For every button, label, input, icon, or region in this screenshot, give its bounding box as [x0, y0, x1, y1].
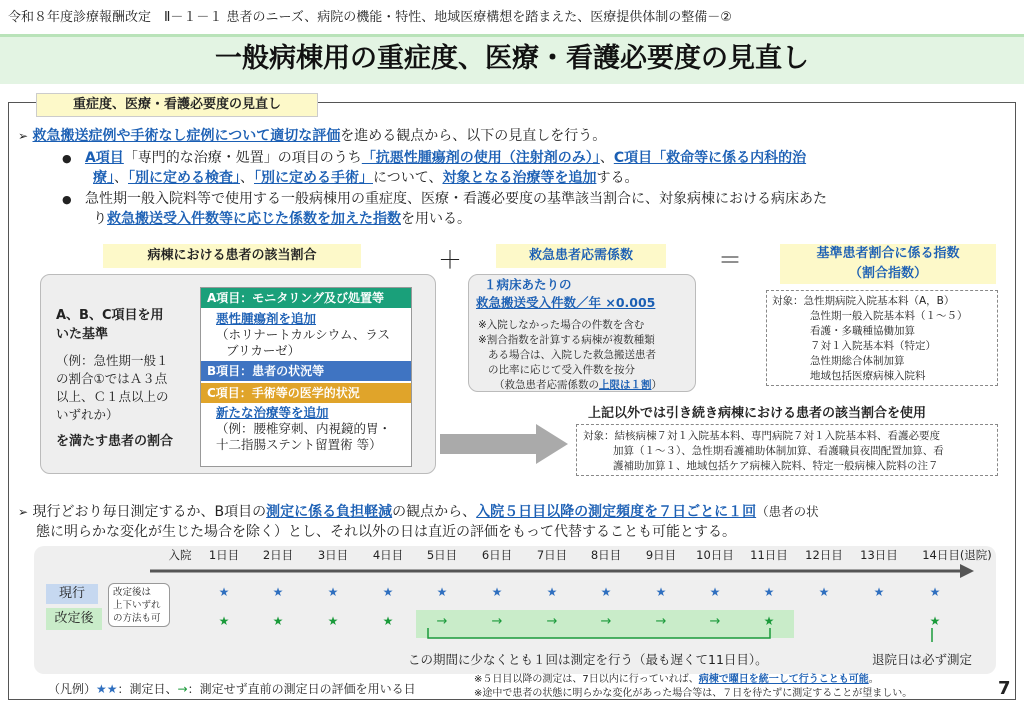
para2-line2: 態に明らかな変化が生じた場合を除く）とし、それ以外の日は直近の評価をもって代替することも可能とする。 — [36, 524, 736, 540]
target-item: 対象：急性期病院入院基本料（A，B） — [772, 295, 955, 307]
other-line: 護補助加算１、地域包括ケア病棟入院料、特定一般病棟入院料の注７ — [613, 460, 939, 472]
coef-upper-limit: 上限は１割 — [599, 379, 652, 391]
timeline-day-label: 10日目 — [696, 548, 734, 562]
timeline-day-label: 11日目 — [750, 548, 788, 562]
after-arrow-icon: → — [491, 614, 503, 629]
timeline-day-label: 5日目 — [426, 548, 458, 562]
bullet-dot-icon: ● — [62, 152, 72, 165]
current-star-icon: ★ — [382, 585, 394, 599]
after-arrow-icon: → — [709, 614, 721, 629]
other-line: 加算（１～３）、急性期看護補助体制加算、看護職員夜間配置加算、看 — [613, 445, 944, 457]
coef-note: の比率に応じて受入件数を按分 — [488, 364, 635, 376]
after-star-icon: ★ — [272, 614, 284, 628]
c-item-text-cont: 療」 — [93, 170, 114, 186]
current-star-icon: ★ — [929, 585, 941, 599]
footnote-text: ※途中で患者の状態に明らかな変化があった場合等は、７日を待たずに測定することが望ましい。 — [474, 688, 913, 699]
c-item-sub: （例：腰椎穿刺、内視鏡的胃・ — [216, 421, 392, 436]
current-star-icon: ★ — [763, 585, 775, 599]
target-list — [772, 294, 968, 384]
example-line: の割合①ではＡ３点 — [56, 371, 168, 386]
exam-text: 「別に定める検査」 — [128, 170, 240, 186]
other-heading: 上記以外では引き続き病棟における患者の該当割合を使用 — [588, 406, 927, 421]
target-item: 看護・多職種協働加算 — [810, 325, 915, 337]
burden-reduction-text: 測定に係る負担軽減 — [266, 504, 393, 520]
arrow-bullet-icon: ➢ — [18, 129, 29, 143]
discharge-note: 退院日は必ず測定 — [872, 652, 973, 667]
label-index-line1: 基準患者割合に係る指数 — [816, 246, 960, 261]
index-text: 救急搬送受入件数等に応じた係数を加えた指数 — [107, 211, 401, 227]
after-star-icon: ★ — [763, 614, 775, 628]
after-star-icon: ★ — [327, 614, 339, 628]
current-star-icon: ★ — [546, 585, 558, 599]
target-item: 急性期一般入院基本料（１～５） — [810, 310, 968, 322]
current-star-icon: ★ — [491, 585, 503, 599]
target-item: 地域包括医療病棟入院料 — [810, 370, 926, 382]
para2-line1 — [18, 502, 819, 522]
coef-note: （救急患者応需係数の — [494, 379, 599, 391]
add-treatments-text: 対象となる治療等を追加 — [442, 170, 597, 186]
timeline-day-label: 1日目 — [208, 548, 240, 562]
bullet1-line2 — [93, 168, 638, 188]
example-line: （例：急性期一般１ — [56, 353, 169, 368]
coef-heading-line1: １病床あたりの — [484, 277, 572, 292]
legend-arrow-icon: → — [177, 682, 188, 696]
coef-note: ※割合指数を計算する病棟が複数種類 — [478, 334, 655, 346]
a-item-header: A項目：モニタリング及び処置等 — [201, 288, 411, 308]
timeline-day-label: 2日目 — [262, 548, 294, 562]
legend-stars-icon: ★★ — [96, 682, 118, 696]
current-star-icon: ★ — [709, 585, 721, 599]
comma-text: 、 — [240, 170, 254, 186]
comma-text: 、 — [114, 170, 128, 186]
footnote-emphasis: 病棟で曜日を統一して行うことも可能 — [698, 674, 869, 685]
after-arrow-icon: → — [436, 614, 448, 629]
example-line: 以上、Ｃ１点以上の — [56, 389, 169, 404]
min-measure-note: この期間に少なくとも１回は測定を行う（最も遅くて11日目）。 — [408, 652, 768, 667]
criteria-line: A、B、C項目を用 — [56, 308, 164, 323]
surgery-text: 「別に定める手術」 — [254, 170, 373, 186]
timeline-day-label: 6日目 — [481, 548, 513, 562]
bullet1-text: 「専門的な治療・処置」の項目のうち — [123, 150, 362, 166]
arrow-bullet-icon: ➢ — [18, 505, 29, 519]
header-text: 令和８年度診療報酬改定 Ⅱ－１－１ 患者のニーズ、病院の機能・特性、地域医療構想を踏まえた、医療提供体制の整備－② — [8, 10, 732, 25]
a-item-addition: 悪性腫瘍剤を追加 — [216, 311, 317, 326]
c-item-sub: 十二指腸ステント留置術 等） — [216, 437, 382, 452]
a-item-sub: （ホリナートカルシウム、ラス — [216, 327, 390, 342]
title-band — [0, 34, 1024, 84]
bullet2-text: を用いる。 — [401, 211, 471, 227]
callout-line: 上下いずれ — [113, 600, 161, 611]
current-star-icon: ★ — [272, 585, 284, 599]
bullet2-text: り — [93, 211, 107, 227]
antineoplastic-text: 「抗悪性腫瘍剤の使用（注射剤のみ）」 — [361, 150, 600, 166]
big-arrow-icon — [440, 422, 570, 466]
timeline-day-label: 7日目 — [536, 548, 568, 562]
coef-note: ある場合は、入院した救急搬送患者 — [488, 349, 656, 361]
page-title: 一般病棟用の重症度、医療・看護必要度の見直し — [215, 43, 809, 74]
label-patient-ratio: 病棟における患者の該当割合 — [103, 244, 361, 268]
timeline-day-label: 4日目 — [372, 548, 404, 562]
after-star-icon: ★ — [929, 614, 941, 628]
current-star-icon: ★ — [327, 585, 339, 599]
para1-rest: を進める観点から、以下の見直しを行う。 — [340, 128, 607, 144]
section-tab: 重症度、医療・看護必要度の見直し — [36, 93, 318, 117]
legend — [48, 680, 416, 697]
criteria-example — [56, 352, 169, 424]
equals-sign: ＝ — [718, 246, 742, 274]
footnote-text: 。 — [868, 674, 879, 685]
label-emergency-coef: 救急患者応需係数 — [496, 244, 666, 268]
coef-notes — [478, 318, 662, 393]
current-star-icon: ★ — [600, 585, 612, 599]
timeline-day-label: 入院 — [168, 548, 192, 562]
c-item-header: C項目：手術等の医学的状況 — [201, 383, 411, 403]
label-index-line2: （割合指数） — [848, 266, 927, 281]
row-label-current: 現行 — [46, 584, 98, 604]
para1-emphasis: 救急搬送症例や手術なし症例について適切な評価 — [32, 128, 341, 144]
target-item: ７対１入院基本料（特定） — [810, 340, 936, 352]
para2-text: の観点から、 — [392, 504, 477, 520]
a-item-text: A項目 — [84, 150, 124, 166]
footnote-text: ※５日目以降の測定は、7日以内に行っていれば、 — [474, 674, 699, 685]
timeline-day-label: 3日目 — [317, 548, 349, 562]
coef-note: ※入院しなかった場合の件数を含む — [478, 319, 645, 331]
row-label-after: 改定後 — [46, 608, 102, 630]
current-star-icon: ★ — [818, 585, 830, 599]
criteria-satisfy: を満たす患者の割合 — [56, 434, 174, 449]
criteria-line: いた基準 — [56, 327, 109, 342]
current-star-icon: ★ — [436, 585, 448, 599]
footnotes — [474, 673, 912, 701]
after-star-icon: ★ — [382, 614, 394, 628]
plus-sign: ＋ — [438, 246, 462, 274]
other-panel — [576, 424, 998, 476]
coef-heading — [476, 276, 655, 312]
a-item-content — [216, 311, 390, 359]
timeline-day-label: 14日目(退院) — [922, 548, 992, 562]
current-star-icon: ★ — [655, 585, 667, 599]
b-item-header: B項目：患者の状況等 — [201, 361, 411, 381]
coef-note: ） — [651, 379, 662, 391]
page-number: 7 — [998, 678, 1011, 699]
c-item-text: C項目「救命等に係る内科的治 — [613, 150, 807, 166]
c-item-addition: 新たな治療等を追加 — [216, 405, 329, 420]
current-star-icon: ★ — [218, 585, 230, 599]
after-arrow-icon: → — [655, 614, 667, 629]
after-star-icon: ★ — [218, 614, 230, 628]
label-index — [780, 244, 996, 284]
bullet-dot-icon: ● — [62, 193, 72, 206]
target-item: 急性期総合体制加算 — [810, 355, 905, 367]
callout-box — [108, 583, 170, 627]
window-bracket-icon — [420, 628, 940, 644]
timeline-day-label: 8日目 — [590, 548, 622, 562]
frequency-text: 入院５日目以降の測定頻度を７日ごとに１回 — [476, 504, 757, 520]
coef-heading-line2: 救急搬送受入件数／年 ×0.005 — [476, 295, 656, 310]
a-item-sub: ブリカーゼ） — [226, 343, 301, 358]
legend-arrow-desc: ：測定せず直前の測定日の評価を用いる日 — [187, 682, 416, 696]
para2-text: （患者の状 — [756, 504, 819, 519]
comma-text: 、 — [599, 150, 614, 166]
timeline-arrow-icon — [150, 564, 976, 578]
other-line: 対象：結核病棟７対１入院基本料、専門病院７対１入院基本料、看護必要度 — [583, 430, 940, 442]
bullet1-text: する。 — [596, 170, 639, 186]
bullet2-line2 — [93, 209, 471, 229]
para2-text: 現行どおり毎日測定するか、B項目の — [32, 504, 267, 520]
timeline-day-label: 13日目 — [860, 548, 898, 562]
after-arrow-icon: → — [546, 614, 558, 629]
bullet2-line1 — [62, 189, 827, 210]
bullet2-text: 急性期一般入院料等で使用する一般病棟用の重症度、医療・看護必要度の基準該当割合に、対象病棟における病床あた — [84, 191, 827, 207]
c-item-content — [216, 405, 391, 453]
callout-line: 改定後は — [113, 587, 152, 598]
callout-line: の方法も可 — [113, 613, 161, 624]
timeline-day-label: 9日目 — [645, 548, 677, 562]
bullet1-line1 — [62, 148, 806, 169]
para1 — [18, 126, 606, 146]
current-star-icon: ★ — [873, 585, 885, 599]
criteria-title — [56, 306, 164, 344]
after-arrow-icon: → — [600, 614, 612, 629]
legend-star-desc: ：測定日、 — [117, 682, 178, 696]
bullet1-text: について、 — [373, 170, 443, 186]
timeline-day-label: 12日目 — [805, 548, 843, 562]
legend-prefix: （凡例） — [48, 682, 97, 696]
example-line: いずれか） — [56, 407, 119, 422]
